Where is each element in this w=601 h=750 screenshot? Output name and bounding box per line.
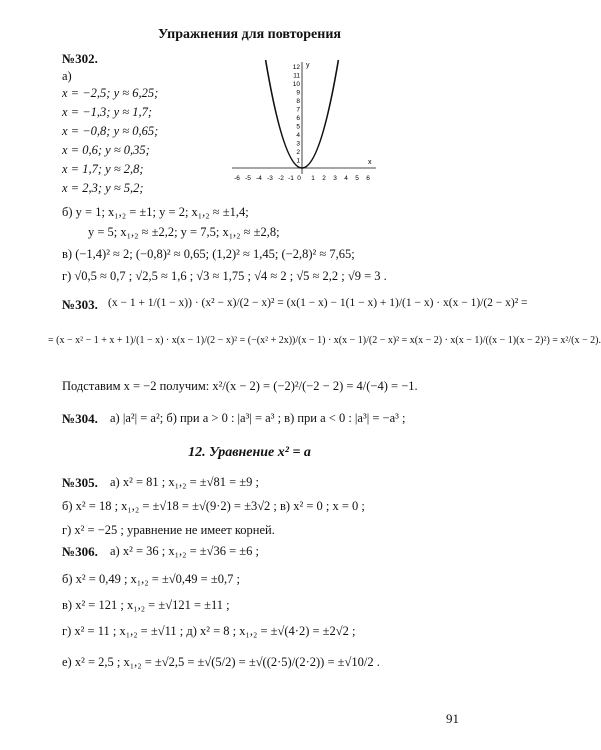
x-axis-label: x [368,159,372,166]
exercise-303-line-3: Подставим x = −2 получим: x²/(x − 2) = (−2)²/(−2 − 2) = 4/(−4) = −1. [62,379,418,393]
parabola-graph [228,58,380,190]
exercise-306-part-a: а) x² = 36 ; x₁,₂ = ±√36 = ±6 ; [110,544,259,558]
point-line: x = −1,3; y ≈ 1,7; [62,105,153,119]
page-number: 91 [446,711,459,726]
page-title: Упражнения для повторения [158,27,341,42]
y-tick: 3 [296,140,300,148]
exercise-302-part-a-label: а) [62,69,72,83]
exercise-302-part-v: в) (−1,4)² ≈ 2; (−0,8)² ≈ 0,65; (1,2)² ≈ 1,45; (−2,8)² ≈ 7,65; [62,247,355,261]
y-tick: 10 [292,81,300,88]
point-line: x = −0,8; y ≈ 0,65; [62,124,159,138]
exercise-302-part-b: б) y = 1; x₁,₂ = ±1; y = 2; x₁,₂ ≈ ±1,4; [62,205,249,219]
exercise-304-text: а) |a²| = a²; б) при a > 0 : |a³| = a³ ; в) при a < 0 : |a³| = −a³ ; [110,411,406,425]
exercise-305-number: №305. [62,475,98,490]
x-tick: 1 [311,175,315,182]
exercise-303-number: №303. [62,297,98,312]
y-tick: 5 [296,123,300,131]
y-tick: 11 [293,72,300,80]
y-tick: 12 [292,64,300,71]
exercise-302-part-g: г) √0,5 ≈ 0,7 ; √2,5 ≈ 1,6 ; √3 ≈ 1,75 ; √4 ≈ 2 ; √5 ≈ 2,2 ; √9 = 3 . [62,269,387,283]
exercise-306-part-v: в) x² = 121 ; x₁,₂ = ±√121 = ±11 ; [62,598,230,612]
exercise-303-line-1: (x − 1 + 1/(1 − x)) · (x² − x)/(2 − x)² = (x(1 − x) − 1(1 − x) + 1)/(1 − x) · x(x − 1)/(2 − x)² = [108,297,528,309]
x-tick: -1 [288,175,294,182]
exercise-305-part-a: а) x² = 81 ; x₁,₂ = ±√81 = ±9 ; [110,475,259,489]
y-tick: 8 [296,98,300,105]
y-tick: 7 [296,106,300,114]
x-tick: -2 [278,175,284,182]
x-tick: 6 [366,175,370,182]
x-tick: -3 [267,175,273,182]
exercise-302-part-b-cont: y = 5; x₁,₂ ≈ ±2,2; y = 7,5; x₁,₂ ≈ ±2,8; [88,225,280,239]
point-line: x = −2,5; y ≈ 6,25; [62,86,159,100]
exercise-305-part-g: г) x² = −25 ; уравнение не имеет корней. [62,523,275,537]
x-tick: -4 [256,175,262,182]
y-tick: 9 [296,89,300,97]
x-tick: 4 [344,175,348,182]
y-tick: 1 [296,157,300,165]
x-tick: -6 [234,175,240,182]
x-tick: 5 [355,175,359,182]
section-heading: 12. Уравнение x² = a [188,445,311,460]
x-tick: -5 [245,175,251,182]
point-line: x = 0,6; y ≈ 0,35; [62,143,150,157]
exercise-303-line-2: = (x − x² − 1 + x + 1)/(1 − x) · x(x − 1)/(2 − x)² = (−(x² + 2x))/(x − 1) · x(x − 1)/(2 − x)² = x(x − 2) · x(x − 1)/((x − 1)(x − 2)²) = x²/(x − 2). [48,335,601,346]
x-tick: 0 [297,175,301,182]
x-tick: 3 [333,175,337,182]
y-tick: 4 [296,132,300,139]
exercise-306-part-g: г) x² = 11 ; x₁,₂ = ±√11 ; д) x² = 8 ; x₁,₂ = ±√(4·2) = ±2√2 ; [62,624,356,638]
exercise-304-number: №304. [62,411,98,426]
point-line: x = 2,3; y ≈ 5,2; [62,181,144,195]
y-axis-label: y [306,62,310,69]
y-tick: 6 [296,115,300,122]
exercise-305-part-b: б) x² = 18 ; x₁,₂ = ±√18 = ±√(9·2) = ±3√2 ; в) x² = 0 ; x = 0 ; [62,499,365,513]
exercise-306-part-b: б) x² = 0,49 ; x₁,₂ = ±√0,49 = ±0,7 ; [62,572,240,586]
exercise-306-part-e: е) x² = 2,5 ; x₁,₂ = ±√2,5 = ±√(5/2) = ±√((2·5)/(2·2)) = ±√10/2 . [62,655,380,669]
y-tick: 2 [296,149,300,156]
point-line: x = 1,7; y ≈ 2,8; [62,162,144,176]
x-tick: 2 [322,175,326,182]
exercise-306-number: №306. [62,544,98,559]
exercise-302-number: №302. [62,51,98,66]
